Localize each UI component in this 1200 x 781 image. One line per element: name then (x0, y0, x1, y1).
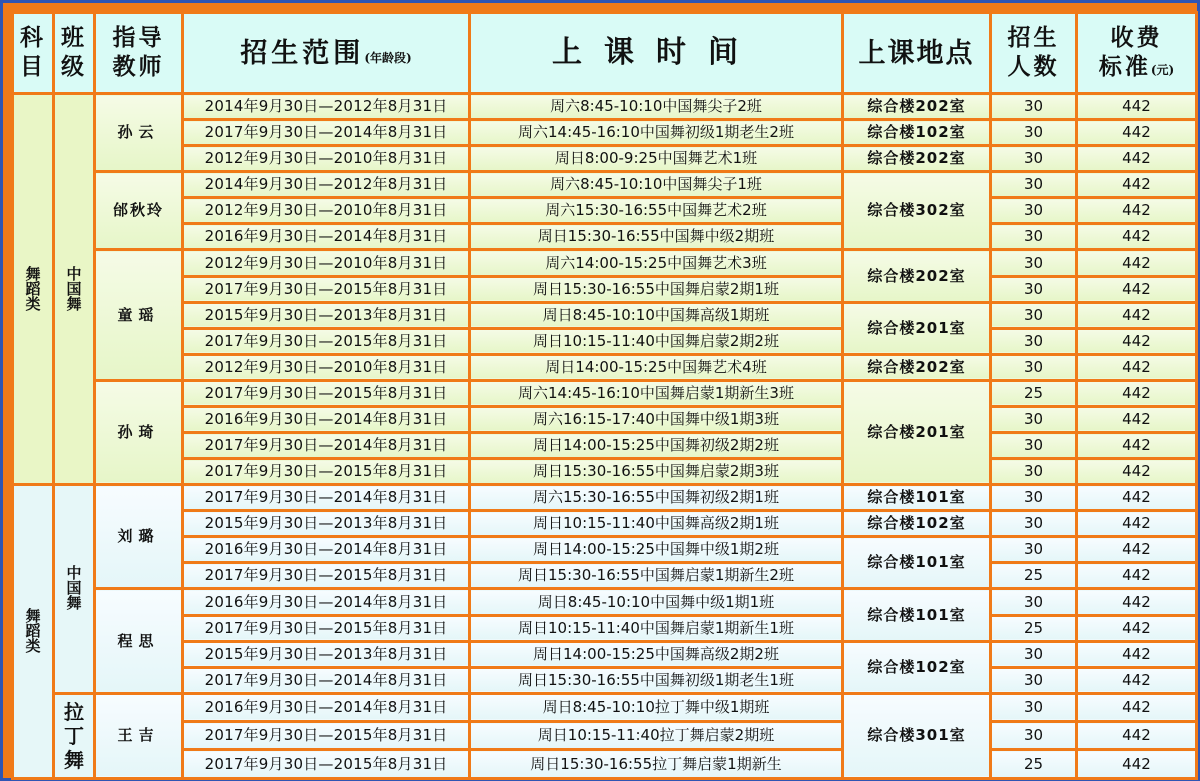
table-row (13, 146, 1197, 172)
table-row (13, 667, 1197, 693)
enroll-count-cell: 30 (991, 722, 1077, 750)
fee-cell: 442 (1077, 406, 1197, 432)
enroll-count-cell: 30 (991, 198, 1077, 224)
class-time-cell: 周六14:45-16:10中国舞启蒙1期新生3班 (470, 380, 843, 406)
class-time-cell: 周六16:15-17:40中国舞中级1期3班 (470, 406, 843, 432)
age-range-cell: 2017年9月30日—2015年8月31日 (183, 328, 470, 354)
fee-cell: 442 (1077, 172, 1197, 198)
location-cell: 综合楼102室 (843, 511, 991, 537)
table-row (13, 615, 1197, 641)
header-time (470, 13, 843, 94)
class-time-cell: 周日10:15-11:40中国舞启蒙2期2班 (470, 328, 843, 354)
location-cell: 综合楼101室 (843, 537, 991, 589)
subject-char: 类 (25, 637, 41, 656)
fee-cell: 442 (1077, 589, 1197, 615)
fee-cell: 442 (1077, 693, 1197, 721)
age-range-cell: 2017年9月30日—2014年8月31日 (183, 120, 470, 146)
header-fee-line1: 收费 (1110, 24, 1163, 52)
fee-cell: 442 (1077, 250, 1197, 276)
table-row (13, 302, 1197, 328)
age-range-cell: 2017年9月30日—2014年8月31日 (183, 485, 470, 511)
table-row (13, 485, 1197, 511)
table-row (13, 94, 1197, 120)
class-time-cell: 周日8:45-10:10拉丁舞中级1期班 (470, 693, 843, 721)
table-row (13, 693, 1197, 721)
subject-char: 类 (25, 294, 41, 313)
table-row (13, 722, 1197, 750)
header-row (13, 13, 1197, 94)
table-row (13, 354, 1197, 380)
table-row (13, 224, 1197, 250)
class-time-cell: 周六15:30-16:55中国舞初级2期1班 (470, 485, 843, 511)
class-time-cell: 周六14:45-16:10中国舞初级1期老生2班 (470, 120, 843, 146)
header-enroll-line2: 人数 (1007, 53, 1060, 80)
age-range-cell: 2017年9月30日—2015年8月31日 (183, 750, 470, 779)
schedule-body (13, 94, 1197, 779)
age-range-cell: 2016年9月30日—2014年8月31日 (183, 537, 470, 563)
age-range-cell: 2015年9月30日—2013年8月31日 (183, 641, 470, 667)
age-range-cell: 2017年9月30日—2015年8月31日 (183, 722, 470, 750)
class-time-cell: 周六8:45-10:10中国舞尖子2班 (470, 94, 843, 120)
enroll-count-cell: 30 (991, 276, 1077, 302)
header-teacher-line1: 指导 (112, 24, 165, 52)
header-range-sub: (年龄段) (364, 50, 412, 65)
header-range (183, 13, 470, 94)
age-range-cell: 2017年9月30日—2015年8月31日 (183, 615, 470, 641)
header-enroll-line1: 招生 (1007, 24, 1060, 52)
subject-char: 蹈 (25, 279, 41, 298)
class-time-cell: 周日14:00-15:25中国舞初级2期2班 (470, 433, 843, 459)
header-fee-unit: (元) (1150, 63, 1175, 77)
location-cell: 综合楼201室 (843, 380, 991, 484)
location-cell: 综合楼302室 (843, 172, 991, 250)
table-row (13, 198, 1197, 224)
class-char: 拉 (64, 699, 84, 724)
age-range-cell: 2017年9月30日—2014年8月31日 (183, 667, 470, 693)
enroll-count-cell: 25 (991, 615, 1077, 641)
schedule-table (11, 11, 1198, 780)
header-teacher (95, 13, 183, 94)
teacher-cell: 刘璐 (95, 485, 183, 589)
header-subject-line1: 科 (20, 24, 46, 52)
enroll-count-cell: 30 (991, 94, 1077, 120)
enroll-count-cell: 30 (991, 433, 1077, 459)
class-char: 丁 (64, 723, 84, 748)
class-char: 舞 (64, 747, 84, 772)
header-class-line2: 级 (61, 53, 87, 80)
class-time-cell: 周日10:15-11:40拉丁舞启蒙2期班 (470, 722, 843, 750)
location-cell: 综合楼102室 (843, 120, 991, 146)
enroll-count-cell: 30 (991, 511, 1077, 537)
age-range-cell: 2012年9月30日—2010年8月31日 (183, 354, 470, 380)
enroll-count-cell: 30 (991, 172, 1077, 198)
header-location (843, 13, 991, 94)
fee-cell: 442 (1077, 354, 1197, 380)
class-time-cell: 周日14:00-15:25中国舞高级2期2班 (470, 641, 843, 667)
fee-cell: 442 (1077, 302, 1197, 328)
age-range-cell: 2014年9月30日—2012年8月31日 (183, 94, 470, 120)
class-time-cell: 周六8:45-10:10中国舞尖子1班 (470, 172, 843, 198)
enroll-count-cell: 30 (991, 693, 1077, 721)
class-time-cell: 周日8:45-10:10中国舞中级1期1班 (470, 589, 843, 615)
header-class-line1: 班 (61, 24, 87, 52)
table-row (13, 563, 1197, 589)
enroll-count-cell: 30 (991, 120, 1077, 146)
header-time-label: 上课时间 (552, 35, 760, 70)
fee-cell: 442 (1077, 224, 1197, 250)
age-range-cell: 2016年9月30日—2014年8月31日 (183, 589, 470, 615)
enroll-count-cell: 25 (991, 563, 1077, 589)
enroll-count-cell: 30 (991, 328, 1077, 354)
age-range-cell: 2016年9月30日—2014年8月31日 (183, 693, 470, 721)
fee-cell: 442 (1077, 276, 1197, 302)
fee-cell: 442 (1077, 380, 1197, 406)
age-range-cell: 2014年9月30日—2012年8月31日 (183, 172, 470, 198)
location-cell: 综合楼101室 (843, 589, 991, 641)
enroll-count-cell: 25 (991, 750, 1077, 779)
location-cell: 综合楼101室 (843, 485, 991, 511)
header-enroll (991, 13, 1077, 94)
header-range-label: 招生范围 (240, 37, 365, 69)
fee-cell: 442 (1077, 615, 1197, 641)
header-class (54, 13, 95, 94)
enroll-count-cell: 30 (991, 537, 1077, 563)
fee-cell: 442 (1077, 667, 1197, 693)
class-time-cell: 周日15:30-16:55拉丁舞启蒙1期新生 (470, 750, 843, 779)
class-cell (54, 94, 95, 485)
age-range-cell: 2017年9月30日—2015年8月31日 (183, 459, 470, 485)
fee-cell: 442 (1077, 485, 1197, 511)
class-time-cell: 周日8:00-9:25中国舞艺术1班 (470, 146, 843, 172)
table-row (13, 537, 1197, 563)
subject-cell (13, 94, 54, 485)
age-range-cell: 2017年9月30日—2015年8月31日 (183, 380, 470, 406)
age-range-cell: 2016年9月30日—2014年8月31日 (183, 224, 470, 250)
fee-cell: 442 (1077, 328, 1197, 354)
teacher-cell: 孙云 (95, 94, 183, 172)
enroll-count-cell: 25 (991, 380, 1077, 406)
fee-cell: 442 (1077, 459, 1197, 485)
header-fee-line2: 标准 (1098, 53, 1151, 80)
table-row (13, 433, 1197, 459)
enroll-count-cell: 30 (991, 485, 1077, 511)
subject-char: 蹈 (25, 622, 41, 641)
header-subject-line2: 目 (20, 53, 46, 80)
fee-cell: 442 (1077, 537, 1197, 563)
table-row (13, 380, 1197, 406)
age-range-cell: 2012年9月30日—2010年8月31日 (183, 146, 470, 172)
location-cell: 综合楼202室 (843, 354, 991, 380)
enroll-count-cell: 30 (991, 641, 1077, 667)
class-time-cell: 周日14:00-15:25中国舞中级1期2班 (470, 537, 843, 563)
table-row (13, 328, 1197, 354)
class-char: 国 (66, 279, 82, 298)
class-time-cell: 周日15:30-16:55中国舞初级1期老生1班 (470, 667, 843, 693)
age-range-cell: 2017年9月30日—2015年8月31日 (183, 563, 470, 589)
class-time-cell: 周日10:15-11:40中国舞高级2期1班 (470, 511, 843, 537)
class-char: 国 (66, 579, 82, 598)
table-row (13, 459, 1197, 485)
table-row (13, 276, 1197, 302)
table-row (13, 589, 1197, 615)
age-range-cell: 2012年9月30日—2010年8月31日 (183, 198, 470, 224)
location-cell: 综合楼202室 (843, 250, 991, 302)
teacher-cell: 王吉 (95, 693, 183, 778)
table-row (13, 250, 1197, 276)
header-teacher-line2: 教师 (112, 53, 165, 80)
class-time-cell: 周日8:45-10:10中国舞高级1期班 (470, 302, 843, 328)
subject-char: 舞 (25, 264, 41, 283)
enroll-count-cell: 30 (991, 459, 1077, 485)
table-row (13, 511, 1197, 537)
location-cell: 综合楼202室 (843, 94, 991, 120)
class-time-cell: 周日15:30-16:55中国舞启蒙1期新生2班 (470, 563, 843, 589)
location-cell: 综合楼201室 (843, 302, 991, 354)
teacher-cell: 童瑶 (95, 250, 183, 380)
class-time-cell: 周六15:30-16:55中国舞艺术2班 (470, 198, 843, 224)
header-subject (13, 13, 54, 94)
age-range-cell: 2015年9月30日—2013年8月31日 (183, 302, 470, 328)
fee-cell: 442 (1077, 511, 1197, 537)
fee-cell: 442 (1077, 146, 1197, 172)
enroll-count-cell: 30 (991, 250, 1077, 276)
class-time-cell: 周日10:15-11:40中国舞启蒙1期新生1班 (470, 615, 843, 641)
table-row (13, 641, 1197, 667)
class-char: 舞 (66, 294, 82, 313)
age-range-cell: 2017年9月30日—2014年8月31日 (183, 433, 470, 459)
fee-cell: 442 (1077, 641, 1197, 667)
age-range-cell: 2015年9月30日—2013年8月31日 (183, 511, 470, 537)
table-row (13, 120, 1197, 146)
age-range-cell: 2016年9月30日—2014年8月31日 (183, 406, 470, 432)
fee-cell: 442 (1077, 563, 1197, 589)
location-cell: 综合楼202室 (843, 146, 991, 172)
class-time-cell: 周六14:00-15:25中国舞艺术3班 (470, 250, 843, 276)
location-cell: 综合楼301室 (843, 693, 991, 778)
fee-cell: 442 (1077, 722, 1197, 750)
class-cell (54, 485, 95, 694)
header-fee (1077, 13, 1197, 94)
enroll-count-cell: 30 (991, 224, 1077, 250)
enroll-count-cell: 30 (991, 406, 1077, 432)
fee-cell: 442 (1077, 750, 1197, 779)
teacher-cell: 邰秋玲 (95, 172, 183, 250)
enroll-count-cell: 30 (991, 302, 1077, 328)
class-cell (54, 693, 95, 778)
age-range-cell: 2012年9月30日—2010年8月31日 (183, 250, 470, 276)
age-range-cell: 2017年9月30日—2015年8月31日 (183, 276, 470, 302)
class-char: 中 (66, 564, 82, 583)
class-time-cell: 周日14:00-15:25中国舞艺术4班 (470, 354, 843, 380)
enroll-count-cell: 30 (991, 146, 1077, 172)
enroll-count-cell: 30 (991, 667, 1077, 693)
class-time-cell: 周日15:30-16:55中国舞中级2期班 (470, 224, 843, 250)
class-char: 中 (66, 264, 82, 283)
fee-cell: 442 (1077, 433, 1197, 459)
fee-cell: 442 (1077, 198, 1197, 224)
subject-cell (13, 485, 54, 779)
table-row (13, 172, 1197, 198)
enroll-count-cell: 30 (991, 354, 1077, 380)
fee-cell: 442 (1077, 94, 1197, 120)
fee-cell: 442 (1077, 120, 1197, 146)
subject-char: 舞 (25, 607, 41, 626)
class-time-cell: 周日15:30-16:55中国舞启蒙2期1班 (470, 276, 843, 302)
enroll-count-cell: 30 (991, 589, 1077, 615)
location-cell: 综合楼102室 (843, 641, 991, 693)
teacher-cell: 孙琦 (95, 380, 183, 484)
table-row (13, 406, 1197, 432)
teacher-cell: 程思 (95, 589, 183, 693)
class-char: 舞 (66, 594, 82, 613)
class-time-cell: 周日15:30-16:55中国舞启蒙2期3班 (470, 459, 843, 485)
table-row (13, 750, 1197, 779)
header-location-label: 上课地点 (858, 37, 975, 69)
